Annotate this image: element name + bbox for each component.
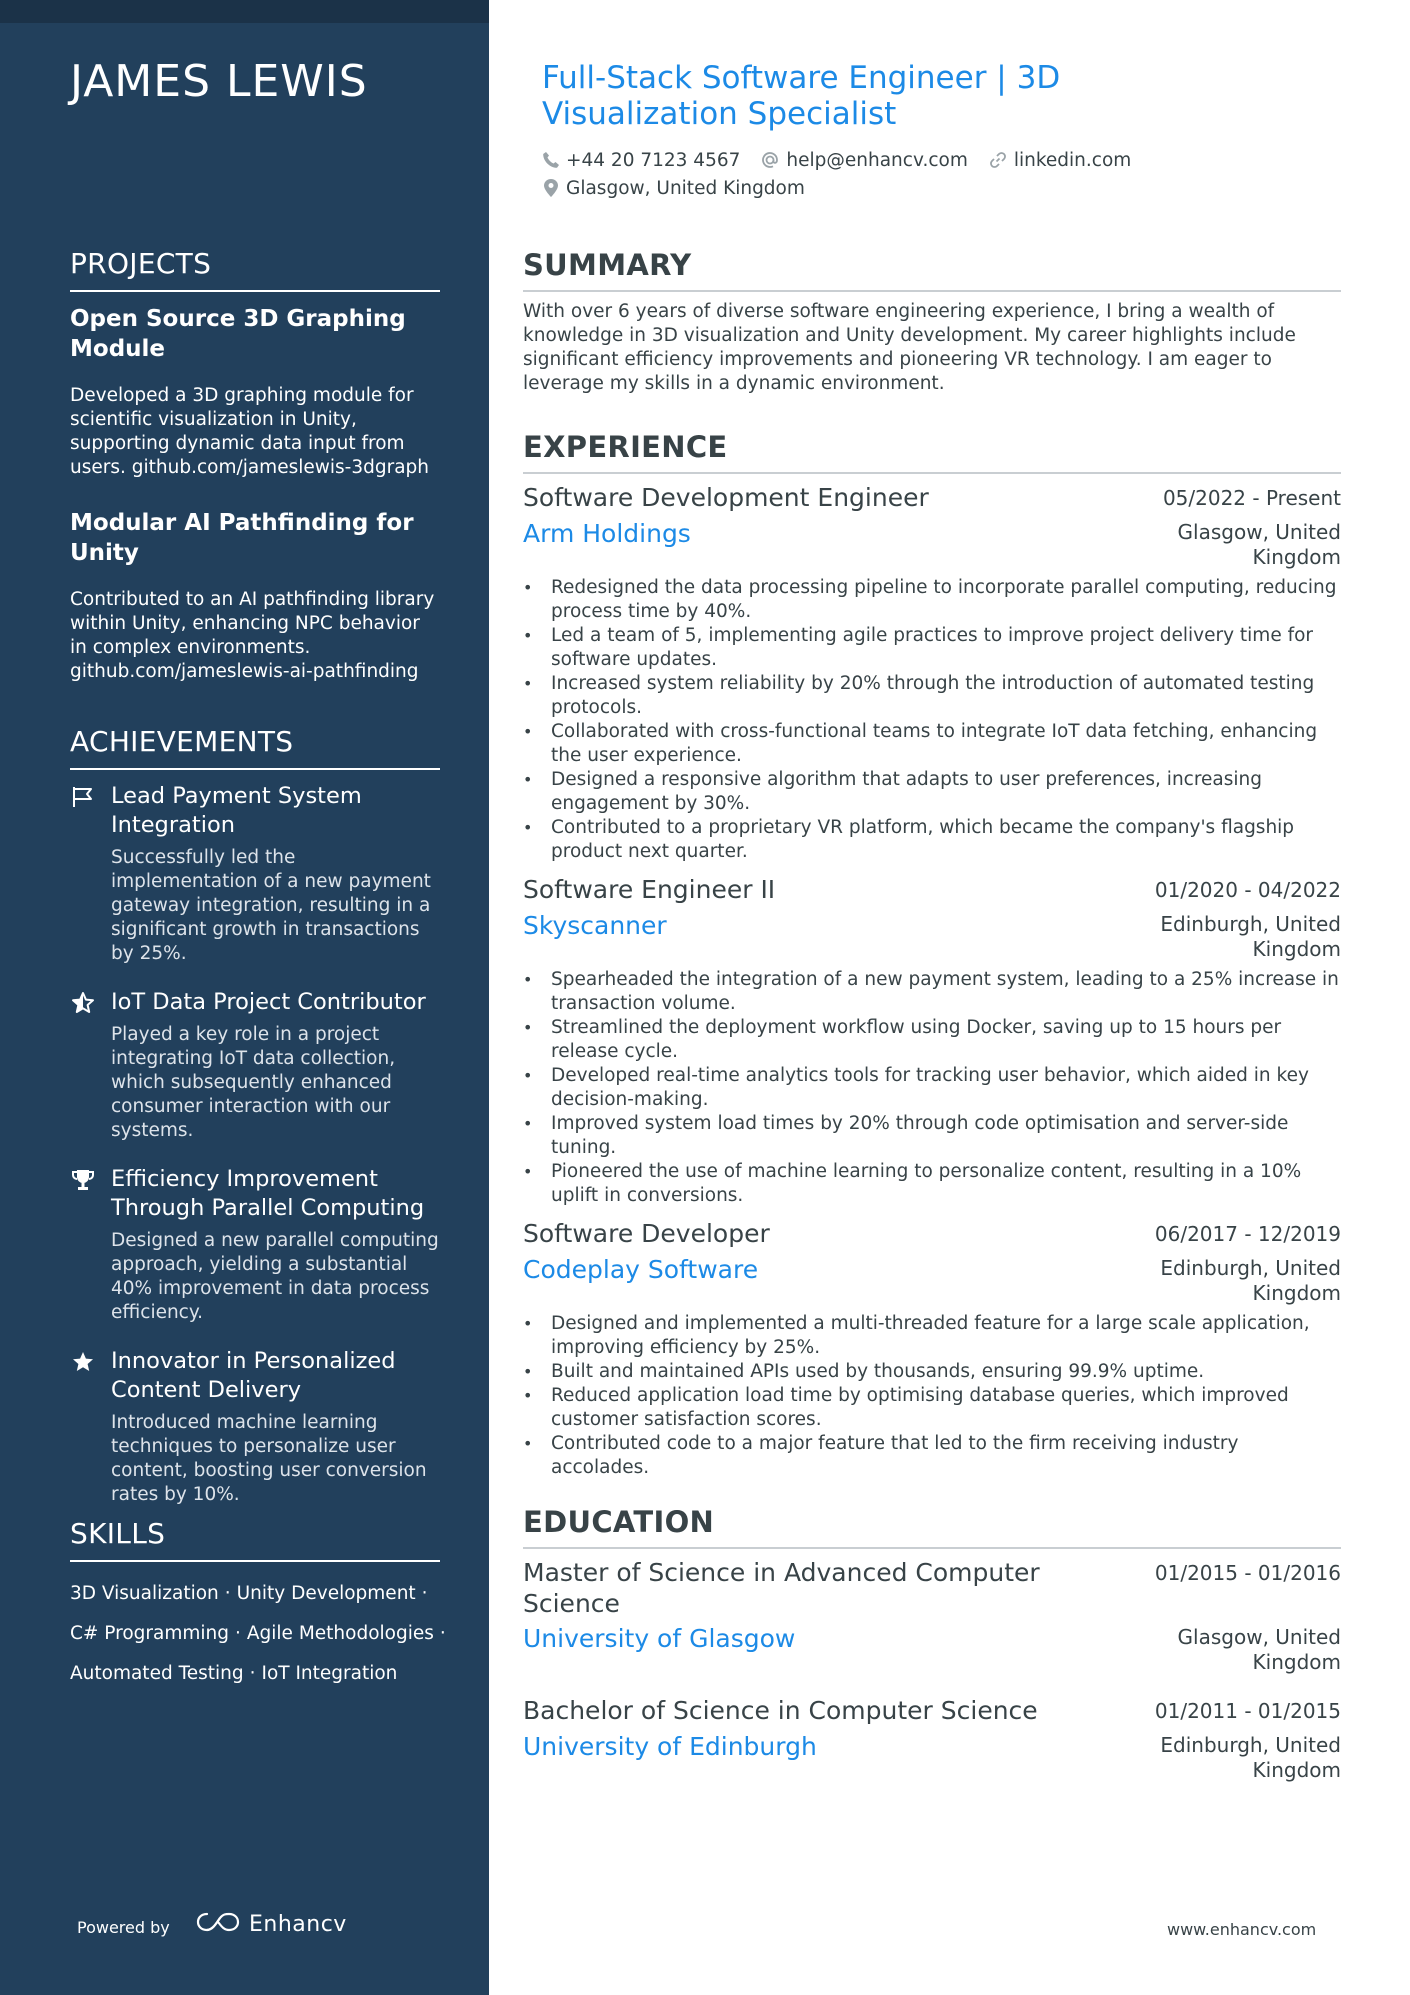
- education-school-row: [523, 1619, 1341, 1675]
- job-header-row: [523, 874, 1341, 906]
- contact-row: [542, 177, 1342, 199]
- skills-section: [70, 1517, 446, 1694]
- job-bullet: • Pioneered the use of machine learning to personalize content, resulting in a 10% uplift in conversions.: [523, 1160, 1341, 1208]
- skill-item: Automated Testing: [70, 1663, 244, 1684]
- achievement-item: [70, 1347, 440, 1507]
- project-item: [70, 304, 440, 480]
- job-company-row: [523, 1250, 1341, 1306]
- candidate-name: JAMES LEWIS: [70, 56, 368, 107]
- education-location: Edinburgh, United Kingdom: [1160, 1733, 1341, 1782]
- job-bullet: • Built and maintained APIs used by thousands, ensuring 99.9% uptime.: [523, 1360, 1341, 1384]
- achievement-title: Lead Payment System Integration: [111, 783, 362, 838]
- education-school[interactable]: University of Glasgow: [523, 1624, 796, 1653]
- skill-separator: ·: [249, 1663, 256, 1684]
- achievement-description: Designed a new parallel computing approach, yielding a substantial 40% improvement in data process efficiency.: [111, 1230, 439, 1323]
- sidebar-top-bar: [0, 0, 489, 23]
- job-bullet: • Designed a responsive algorithm that adapts to user preferences, increasing engagement by 30%.: [523, 768, 1341, 816]
- job-bullets: [523, 1312, 1341, 1480]
- education-header-row: [523, 1557, 1341, 1619]
- project-title: Open Source 3D Graphing Module: [70, 306, 406, 362]
- job-location: Edinburgh, United Kingdom: [1160, 912, 1341, 961]
- contact-row: [542, 149, 1342, 171]
- contact-phone[interactable]: [542, 150, 740, 171]
- education-dates: 01/2015 - 01/2016: [1154, 1561, 1341, 1585]
- job-company-row: [523, 514, 1341, 570]
- skill-item: C# Programming: [70, 1623, 229, 1644]
- headline: Full-Stack Software Engineer | 3D Visualization Specialist: [542, 60, 1061, 132]
- skill-item: IoT Integration: [261, 1663, 398, 1684]
- email-text: help@enhancv.com: [786, 149, 968, 171]
- footer-url[interactable]: www.enhancv.com: [1167, 1920, 1317, 1939]
- job-title: Software Developer: [523, 1219, 770, 1248]
- job-bullet: • Contributed code to a major feature that led to the firm receiving industry accolades.: [523, 1432, 1341, 1480]
- enhancv-logo-icon: [195, 1910, 241, 1938]
- skills-list: [70, 1574, 446, 1694]
- job-title: Software Engineer II: [523, 875, 776, 904]
- linkedin-text: linkedin.com: [1013, 149, 1132, 171]
- job-bullet: • Contributed to a proprietary VR platform, which became the company's flagship product next quarter.: [523, 816, 1341, 864]
- job-title: Software Development Engineer: [523, 483, 929, 512]
- location-pin-icon: [542, 178, 560, 198]
- link-icon: [988, 150, 1008, 170]
- education-heading: EDUCATION: [523, 1505, 1341, 1549]
- education-entry: [523, 1695, 1341, 1783]
- star-half-icon: [70, 990, 96, 1016]
- summary-text: With over 6 years of diverse software engineering experience, I bring a wealth of knowledge in 3D visualization and Unity development. My career highlights include significant efficiency improvements and pioneering VR technology. I am eager to leverage my skills in a dynamic environment.: [523, 301, 1296, 394]
- job-location: Edinburgh, United Kingdom: [1160, 1256, 1341, 1305]
- achievement-description: Played a key role in a project integrating IoT data collection, which subsequently enhanced consumer interaction with our systems.: [111, 1024, 396, 1141]
- job-bullets: [523, 968, 1341, 1208]
- education-section: [523, 1505, 1341, 1793]
- job-bullet: • Redesigned the data processing pipeline to incorporate parallel computing, reducing process time by 40%.: [523, 576, 1341, 624]
- education-header-row: [523, 1695, 1341, 1727]
- skill-separator: ·: [234, 1623, 241, 1644]
- job-entry: [523, 1218, 1341, 1480]
- job-bullet: • Collaborated with cross-functional teams to integrate IoT data fetching, enhancing the user experience.: [523, 720, 1341, 768]
- contact-email[interactable]: [760, 150, 967, 171]
- job-bullet: • Led a team of 5, implementing agile practices to improve project delivery time for software updates.: [523, 624, 1341, 672]
- project-description: Contributed to an AI pathfinding library within Unity, enhancing NPC behavior in complex environments. github.com/jameslewis-ai-pathfinding: [70, 589, 435, 682]
- job-bullets: [523, 576, 1341, 864]
- achievement-item: [70, 1165, 440, 1325]
- contact-location: [542, 178, 805, 199]
- education-degree: Master of Science in Advanced Computer Science: [523, 1558, 1040, 1618]
- skills-heading: SKILLS: [70, 1517, 440, 1562]
- job-dates: 01/2020 - 04/2022: [1154, 878, 1341, 902]
- job-bullet: • Reduced application load time by optimising database queries, which improved customer satisfaction scores.: [523, 1384, 1341, 1432]
- skill-item: Agile Methodologies: [246, 1623, 434, 1644]
- job-header-row: [523, 1218, 1341, 1250]
- sidebar: [0, 0, 489, 1995]
- powered-by-label: Powered by: [77, 1918, 170, 1937]
- skill-separator: ·: [439, 1623, 446, 1644]
- enhancv-logo[interactable]: [195, 1910, 347, 1938]
- achievement-item: [70, 988, 440, 1143]
- education-location: Glasgow, United Kingdom: [1177, 1625, 1341, 1674]
- job-bullet: • Developed real-time analytics tools for tracking user behavior, which aided in key decision-making.: [523, 1064, 1341, 1112]
- skill-item: 3D Visualization: [70, 1583, 219, 1604]
- project-item: [70, 508, 440, 684]
- achievement-title: IoT Data Project Contributor: [111, 989, 426, 1015]
- education-school-row: [523, 1727, 1341, 1783]
- education-school[interactable]: University of Edinburgh: [523, 1732, 817, 1761]
- skill-item: Unity Development: [236, 1583, 416, 1604]
- job-company[interactable]: Skyscanner: [523, 911, 667, 940]
- skill-separator: ·: [421, 1583, 428, 1604]
- job-bullet: • Increased system reliability by 20% through the introduction of automated testing protocols.: [523, 672, 1341, 720]
- achievement-description: Introduced machine learning techniques to personalize user content, boosting user conversion rates by 10%.: [111, 1412, 427, 1505]
- job-entry: [523, 874, 1341, 1208]
- achievement-title: Innovator in Personalized Content Delivery: [111, 1348, 396, 1403]
- education-dates: 01/2011 - 01/2015: [1154, 1699, 1341, 1723]
- job-company[interactable]: Arm Holdings: [523, 519, 691, 548]
- job-dates: 06/2017 - 12/2019: [1154, 1222, 1341, 1246]
- contact-info: [542, 149, 1342, 205]
- enhancv-brand-text: Enhancv: [249, 1911, 347, 1937]
- projects-heading: PROJECTS: [70, 247, 440, 292]
- trophy-icon: [70, 1167, 96, 1193]
- phone-text: +44 20 7123 4567: [566, 149, 741, 171]
- summary-section: [523, 248, 1341, 396]
- job-dates: 05/2022 - Present: [1162, 486, 1341, 510]
- education-entry: [523, 1557, 1341, 1675]
- experience-heading: EXPERIENCE: [523, 430, 1341, 474]
- achievements-section: [70, 725, 440, 1529]
- project-title: Modular AI Pathfinding for Unity: [70, 510, 414, 566]
- experience-section: [523, 430, 1341, 1490]
- location-text: Glasgow, United Kingdom: [566, 177, 805, 199]
- achievements-heading: ACHIEVEMENTS: [70, 725, 440, 770]
- project-description: Developed a 3D graphing module for scientific visualization in Unity, supporting dynamic data input from users. github.com/jameslewis-3dgraph: [70, 385, 429, 478]
- flag-icon: [70, 784, 96, 810]
- achievement-description: Successfully led the implementation of a new payment gateway integration, resulting in a significant growth in transactions by 25%.: [111, 847, 431, 964]
- phone-icon: [542, 151, 560, 169]
- achievement-title: Efficiency Improvement Through Parallel Computing: [111, 1166, 425, 1221]
- job-bullet: • Spearheaded the integration of a new payment system, leading to a 25% increase in transaction volume.: [523, 968, 1341, 1016]
- at-icon: [760, 150, 780, 170]
- projects-section: [70, 247, 440, 712]
- star-icon: [70, 1349, 96, 1375]
- job-entry: [523, 482, 1341, 864]
- job-company-row: [523, 906, 1341, 962]
- job-header-row: [523, 482, 1341, 514]
- summary-heading: SUMMARY: [523, 248, 1341, 292]
- job-bullet: • Streamlined the deployment workflow using Docker, saving up to 15 hours per release cycle.: [523, 1016, 1341, 1064]
- education-degree: Bachelor of Science in Computer Science: [523, 1696, 1038, 1725]
- skill-separator: ·: [224, 1583, 231, 1604]
- achievement-item: [70, 782, 440, 966]
- job-company[interactable]: Codeplay Software: [523, 1255, 759, 1284]
- job-bullet: • Improved system load times by 20% through code optimisation and server-side tuning.: [523, 1112, 1341, 1160]
- job-location: Glasgow, United Kingdom: [1177, 520, 1341, 569]
- job-bullet: • Designed and implemented a multi-threaded feature for a large scale application, improving efficiency by 25%.: [523, 1312, 1341, 1360]
- contact-linkedin[interactable]: [988, 150, 1131, 171]
